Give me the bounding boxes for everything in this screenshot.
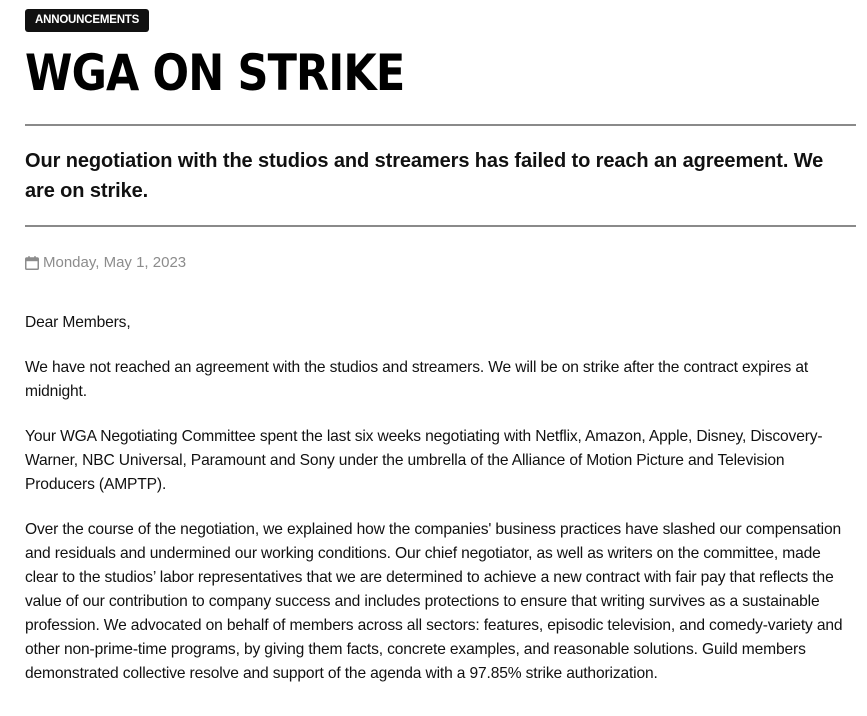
publish-date: Monday, May 1, 2023: [43, 254, 187, 271]
paragraph-greeting: Dear Members,: [25, 314, 131, 331]
divider-bottom: [25, 225, 856, 227]
paragraph: Over the course of the negotiation, we explained how the companies' business practices have slashed our compensation and residuals and undermined our working conditions. Our chief negotiator, as well as writers on the committee, made clear to the studios’ labor representatives that we are determined to achieve a new contract with fair pay that reflects the value of our contribution to company success and includes protections to ensure that writing survives as a sustainable profession. We advocated on behalf of members across all sectors: features, episodic television, and comedy-variety and other non-prime-time programs, by giving them facts, concrete examples, and reasonable solutions. Guild members demonstrated collective resolve and support of the agenda with a 97.85% strike authorization.: [25, 521, 843, 682]
paragraph: Your WGA Negotiating Committee spent the last six weeks negotiating with Netflix, Amazon, Apple, Disney, Discovery-Warner, NBC Universal, Paramount and Sony under the umbrella of the Alliance of Motion Picture and Television Producers (AMPTP).: [25, 428, 823, 493]
article: [25, 9, 856, 707]
category-badge[interactable]: ANNOUNCEMENTS: [25, 9, 149, 32]
article-subhead: Our negotiation with the studios and streamers has failed to reach an agreement. We are on strike.: [25, 150, 824, 202]
page-title: WGA ON STRIKE: [25, 44, 405, 102]
date-row: [25, 253, 856, 273]
calendar-icon: [25, 256, 39, 270]
divider-top: [25, 124, 856, 126]
paragraph: We have not reached an agreement with the studios and streamers. We will be on strike after the contract expires at midnight.: [25, 359, 809, 400]
article-body: [25, 311, 856, 686]
